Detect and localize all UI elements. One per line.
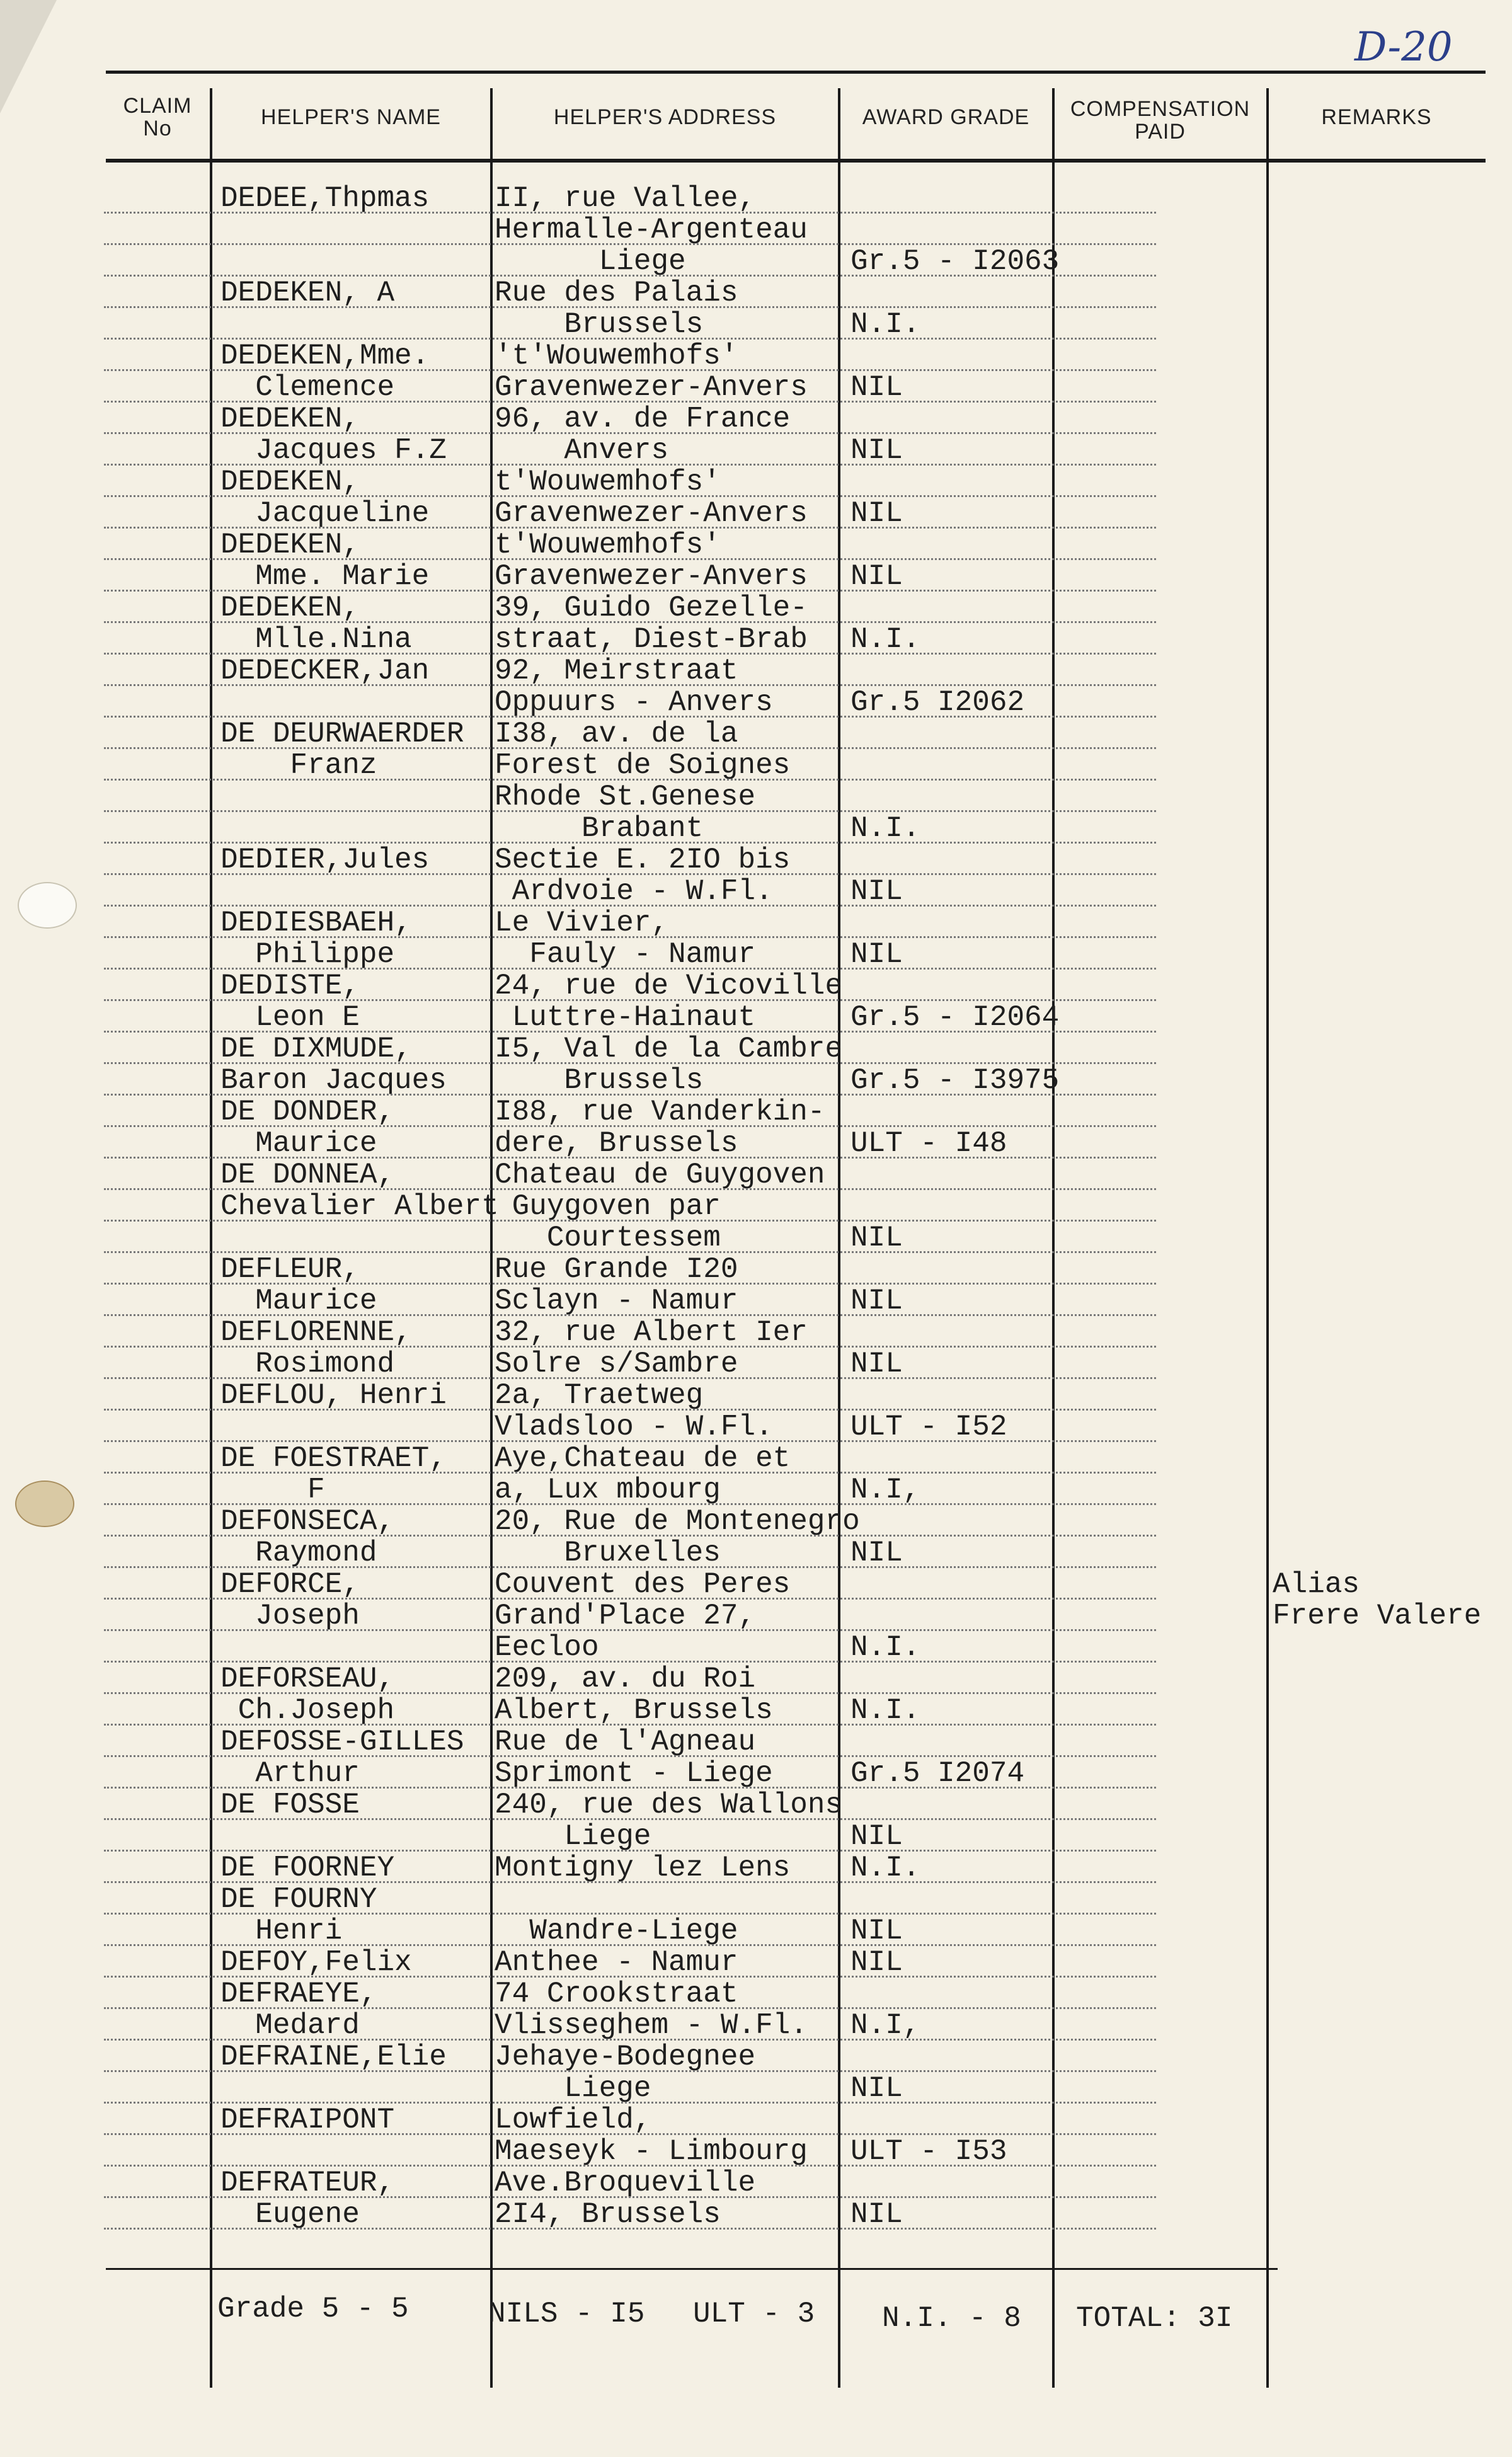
helper-address: 240, rue des Wallons Liege: [495, 1789, 843, 1853]
helper-name: DEDEKEN, Jacqueline: [220, 466, 430, 530]
helper-name: DE DONNEA, Chevalier Albert: [220, 1159, 499, 1223]
helper-address: 39, Guido Gezelle- straat, Diest-Brab: [495, 592, 808, 656]
award-grade: ULT - I53: [850, 2135, 1007, 2168]
helper-name: DE FOORNEY: [220, 1852, 395, 1884]
award-grade: NIL: [850, 1946, 903, 1979]
award-grade: NIL: [850, 1820, 903, 1853]
helper-address: Lowfield, Maeseyk - Limbourg: [495, 2104, 808, 2168]
helper-address: 20, Rue de Montenegro Bruxelles: [495, 1505, 860, 1569]
helper-address: 2a, Traetweg Vladsloo - W.Fl.: [495, 1379, 773, 1443]
helper-address: Ave.Broqueville 2I4, Brussels: [495, 2167, 756, 2231]
remarks-text: Alias Frere Valere: [1273, 1568, 1482, 1632]
dotted-rule: [104, 1818, 1156, 1820]
helper-name: DEDECKER,Jan: [220, 655, 430, 687]
dotted-rule: [104, 747, 1156, 749]
dotted-rule: [104, 2228, 1156, 2230]
footer-rule: [106, 2268, 1278, 2270]
helper-address: I5, Val de la Cambre Brussels: [495, 1033, 843, 1097]
dotted-rule: [104, 1535, 1156, 1537]
helper-name: DEDISTE, Leon E: [220, 970, 360, 1034]
helper-name: DEFLORENNE, Rosimond: [220, 1316, 412, 1380]
dotted-rule: [104, 684, 1156, 686]
top-rule: [106, 71, 1486, 74]
helper-address: Anthee - Namur: [495, 1946, 738, 1979]
footer-grade: Grade 5 - 5: [217, 2293, 409, 2325]
helper-address: Rue Grande I20 Sclayn - Namur: [495, 1253, 738, 1317]
helper-address: t'Wouwemhofs' Gravenwezer-Anvers: [495, 529, 808, 593]
dotted-rule: [104, 2070, 1156, 2072]
helper-address: Sectie E. 2IO bis Ardvoie - W.Fl.: [495, 844, 791, 908]
award-grade: ULT - I52: [850, 1411, 1007, 1443]
helper-name: DEFRAIPONT: [220, 2104, 395, 2136]
dotted-rule: [104, 1598, 1156, 1600]
helper-address: Jehaye-Bodegnee Liege: [495, 2041, 756, 2105]
helper-address: 32, rue Albert Ier Solre s/Sambre: [495, 1316, 808, 1380]
helper-address: 92, Meirstraat Oppuurs - Anvers: [495, 655, 773, 719]
helper-name: DEDEKEN, Jacques F.Z: [220, 403, 447, 467]
helper-name: DEFORSEAU, Ch.Joseph: [220, 1663, 395, 1727]
dotted-rule: [104, 1283, 1156, 1285]
helper-name: DE DONDER, Maurice: [220, 1096, 395, 1160]
dotted-rule: [104, 1472, 1156, 1474]
dotted-rule: [104, 621, 1156, 623]
dotted-rule: [104, 1188, 1156, 1190]
helper-address: 96, av. de France Anvers: [495, 403, 791, 467]
award-grade: NIL: [850, 434, 903, 467]
helper-name: DEDEKEN,Mme. Clemence: [220, 340, 430, 404]
helper-name: DE FOSSE: [220, 1789, 360, 1821]
helper-name: DEFOSSE-GILLES Arthur: [220, 1726, 464, 1790]
award-grade: Gr.5 I2074: [850, 1757, 1025, 1790]
award-grade: NIL: [850, 2072, 903, 2105]
award-grade: ULT - I48: [850, 1127, 1007, 1160]
helper-address: 74 Crookstraat Vlisseghem - W.Fl.: [495, 1978, 808, 2042]
footer-total: TOTAL: 3I: [1076, 2302, 1233, 2335]
helper-address: 209, av. du Roi Albert, Brussels: [495, 1663, 773, 1727]
dotted-rule: [104, 2007, 1156, 2009]
header-name: HELPER'S NAME: [261, 105, 441, 129]
award-grade: NIL: [850, 560, 903, 593]
award-grade: NIL: [850, 1222, 903, 1254]
dotted-rule: [104, 243, 1156, 245]
dotted-rule: [104, 873, 1156, 875]
dotted-rule: [104, 558, 1156, 560]
helper-address: 24, rue de Vicoville Luttre-Hainaut: [495, 970, 843, 1034]
helper-address: I38, av. de la Forest de Soignes Rhode St.Genese Brabant: [495, 718, 791, 845]
helper-address: 't'Wouwemhofs' Gravenwezer-Anvers: [495, 340, 808, 404]
award-grade: NIL: [850, 2198, 903, 2231]
footer-ult: ULT - 3: [693, 2298, 815, 2330]
helper-name: DEFLEUR, Maurice: [220, 1253, 377, 1317]
helper-name: DEFOY,Felix: [220, 1946, 412, 1979]
punch-hole: [18, 882, 77, 929]
header-compensation: COMPENSATION PAID: [1070, 97, 1251, 144]
helper-address: Rue des Palais Brussels: [495, 277, 738, 341]
helper-address: Montigny lez Lens: [495, 1852, 791, 1884]
award-grade: Gr.5 - I2063: [850, 245, 1060, 278]
helper-name: DEFRAEYE, Medard: [220, 1978, 377, 2042]
award-grade: NIL: [850, 1915, 903, 1947]
award-grade: N.I.: [850, 1694, 920, 1727]
helper-address: Wandre-Liege: [529, 1915, 738, 1947]
helper-name: DEFRAINE,Elie: [220, 2041, 447, 2073]
helper-address: t'Wouwemhofs' Gravenwezer-Anvers: [495, 466, 808, 530]
helper-address: II, rue Vallee, Hermalle-Argenteau Liege: [495, 182, 808, 278]
helper-name: DEDIER,Jules: [220, 844, 430, 876]
award-grade: NIL: [850, 497, 903, 530]
helper-name: DEDEKEN, Mlle.Nina: [220, 592, 412, 656]
footer-nils: NILS - I5: [488, 2298, 645, 2330]
helper-name: DEDIESBAEH, Philippe: [220, 907, 412, 971]
helper-name: DE FOURNY Henri: [220, 1883, 377, 1947]
dotted-rule: [104, 1125, 1156, 1127]
dotted-rule: [104, 495, 1156, 497]
header-claim: CLAIM No: [123, 94, 192, 140]
helper-name: DE DIXMUDE, Baron Jacques: [220, 1033, 447, 1097]
dotted-rule: [104, 1409, 1156, 1411]
helper-address: Aye,Chateau de et a, Lux mbourg: [495, 1442, 791, 1506]
dotted-rule: [104, 1346, 1156, 1348]
dotted-rule: [104, 999, 1156, 1001]
punch-hole: [15, 1480, 74, 1527]
award-grade: N.I,: [850, 1474, 920, 1506]
award-grade: Gr.5 - I2064: [850, 1001, 1060, 1034]
award-grade: N.I.: [850, 1852, 920, 1884]
dotted-rule: [104, 1755, 1156, 1757]
dotted-rule: [104, 1692, 1156, 1694]
helper-name: DEFRATEUR, Eugene: [220, 2167, 395, 2231]
award-grade: N.I.: [850, 812, 920, 845]
helper-address: Le Vivier, Fauly - Namur: [495, 907, 756, 971]
award-grade: N.I,: [850, 2009, 920, 2042]
award-grade: NIL: [850, 875, 903, 908]
folded-corner: [0, 0, 57, 113]
dotted-rule: [104, 1913, 1156, 1915]
column-divider: [1266, 88, 1269, 2388]
award-grade: NIL: [850, 1285, 903, 1317]
award-grade: NIL: [850, 1348, 903, 1380]
helper-address: Chateau de Guygoven Guygoven par Courtessem: [495, 1159, 825, 1254]
dotted-rule: [104, 432, 1156, 434]
dotted-rule: [104, 1220, 1156, 1222]
helper-address: Rue de l'Agneau Sprimont - Liege: [495, 1726, 773, 1790]
footer-ni: N.I. - 8: [882, 2302, 1021, 2335]
award-grade: Gr.5 I2062: [850, 686, 1025, 719]
helper-address: I88, rue Vanderkin- dere, Brussels: [495, 1096, 825, 1160]
helper-address: Couvent des Peres Grand'Place 27, Eecloo: [495, 1568, 791, 1664]
award-grade: NIL: [850, 938, 903, 971]
dotted-rule: [104, 2196, 1156, 2198]
header-award: AWARD GRADE: [862, 105, 1030, 129]
dotted-rule: [104, 810, 1156, 812]
award-grade: NIL: [850, 1537, 903, 1569]
page-number: D-20: [1354, 24, 1453, 71]
award-grade: N.I.: [850, 623, 920, 656]
dotted-rule: [104, 779, 1156, 781]
helper-name: DEDEE,Thpmas: [220, 182, 430, 215]
helper-name: DEFONSECA, Raymond: [220, 1505, 395, 1569]
header-remarks: REMARKS: [1321, 105, 1432, 129]
dotted-rule: [104, 936, 1156, 938]
header-rule: [106, 159, 1486, 163]
dotted-rule: [104, 2133, 1156, 2135]
helper-name: DE FOESTRAET, F: [220, 1442, 447, 1506]
helper-name: DE DEURWAERDER Franz: [220, 718, 464, 782]
award-grade: Gr.5 - I3975: [850, 1064, 1060, 1097]
dotted-rule: [104, 1062, 1156, 1064]
header-address: HELPER'S ADDRESS: [553, 105, 777, 129]
award-grade: N.I.: [850, 308, 920, 341]
helper-name: DEFLOU, Henri: [220, 1379, 447, 1412]
helper-name: DEFORCE, Joseph: [220, 1568, 360, 1632]
helper-name: DEDEKEN, Mme. Marie: [220, 529, 430, 593]
helper-name: DEDEKEN, A: [220, 277, 395, 309]
award-grade: NIL: [850, 371, 903, 404]
dotted-rule: [104, 369, 1156, 371]
dotted-rule: [104, 1629, 1156, 1631]
dotted-rule: [104, 212, 1156, 214]
award-grade: N.I.: [850, 1631, 920, 1664]
dotted-rule: [104, 306, 1156, 308]
